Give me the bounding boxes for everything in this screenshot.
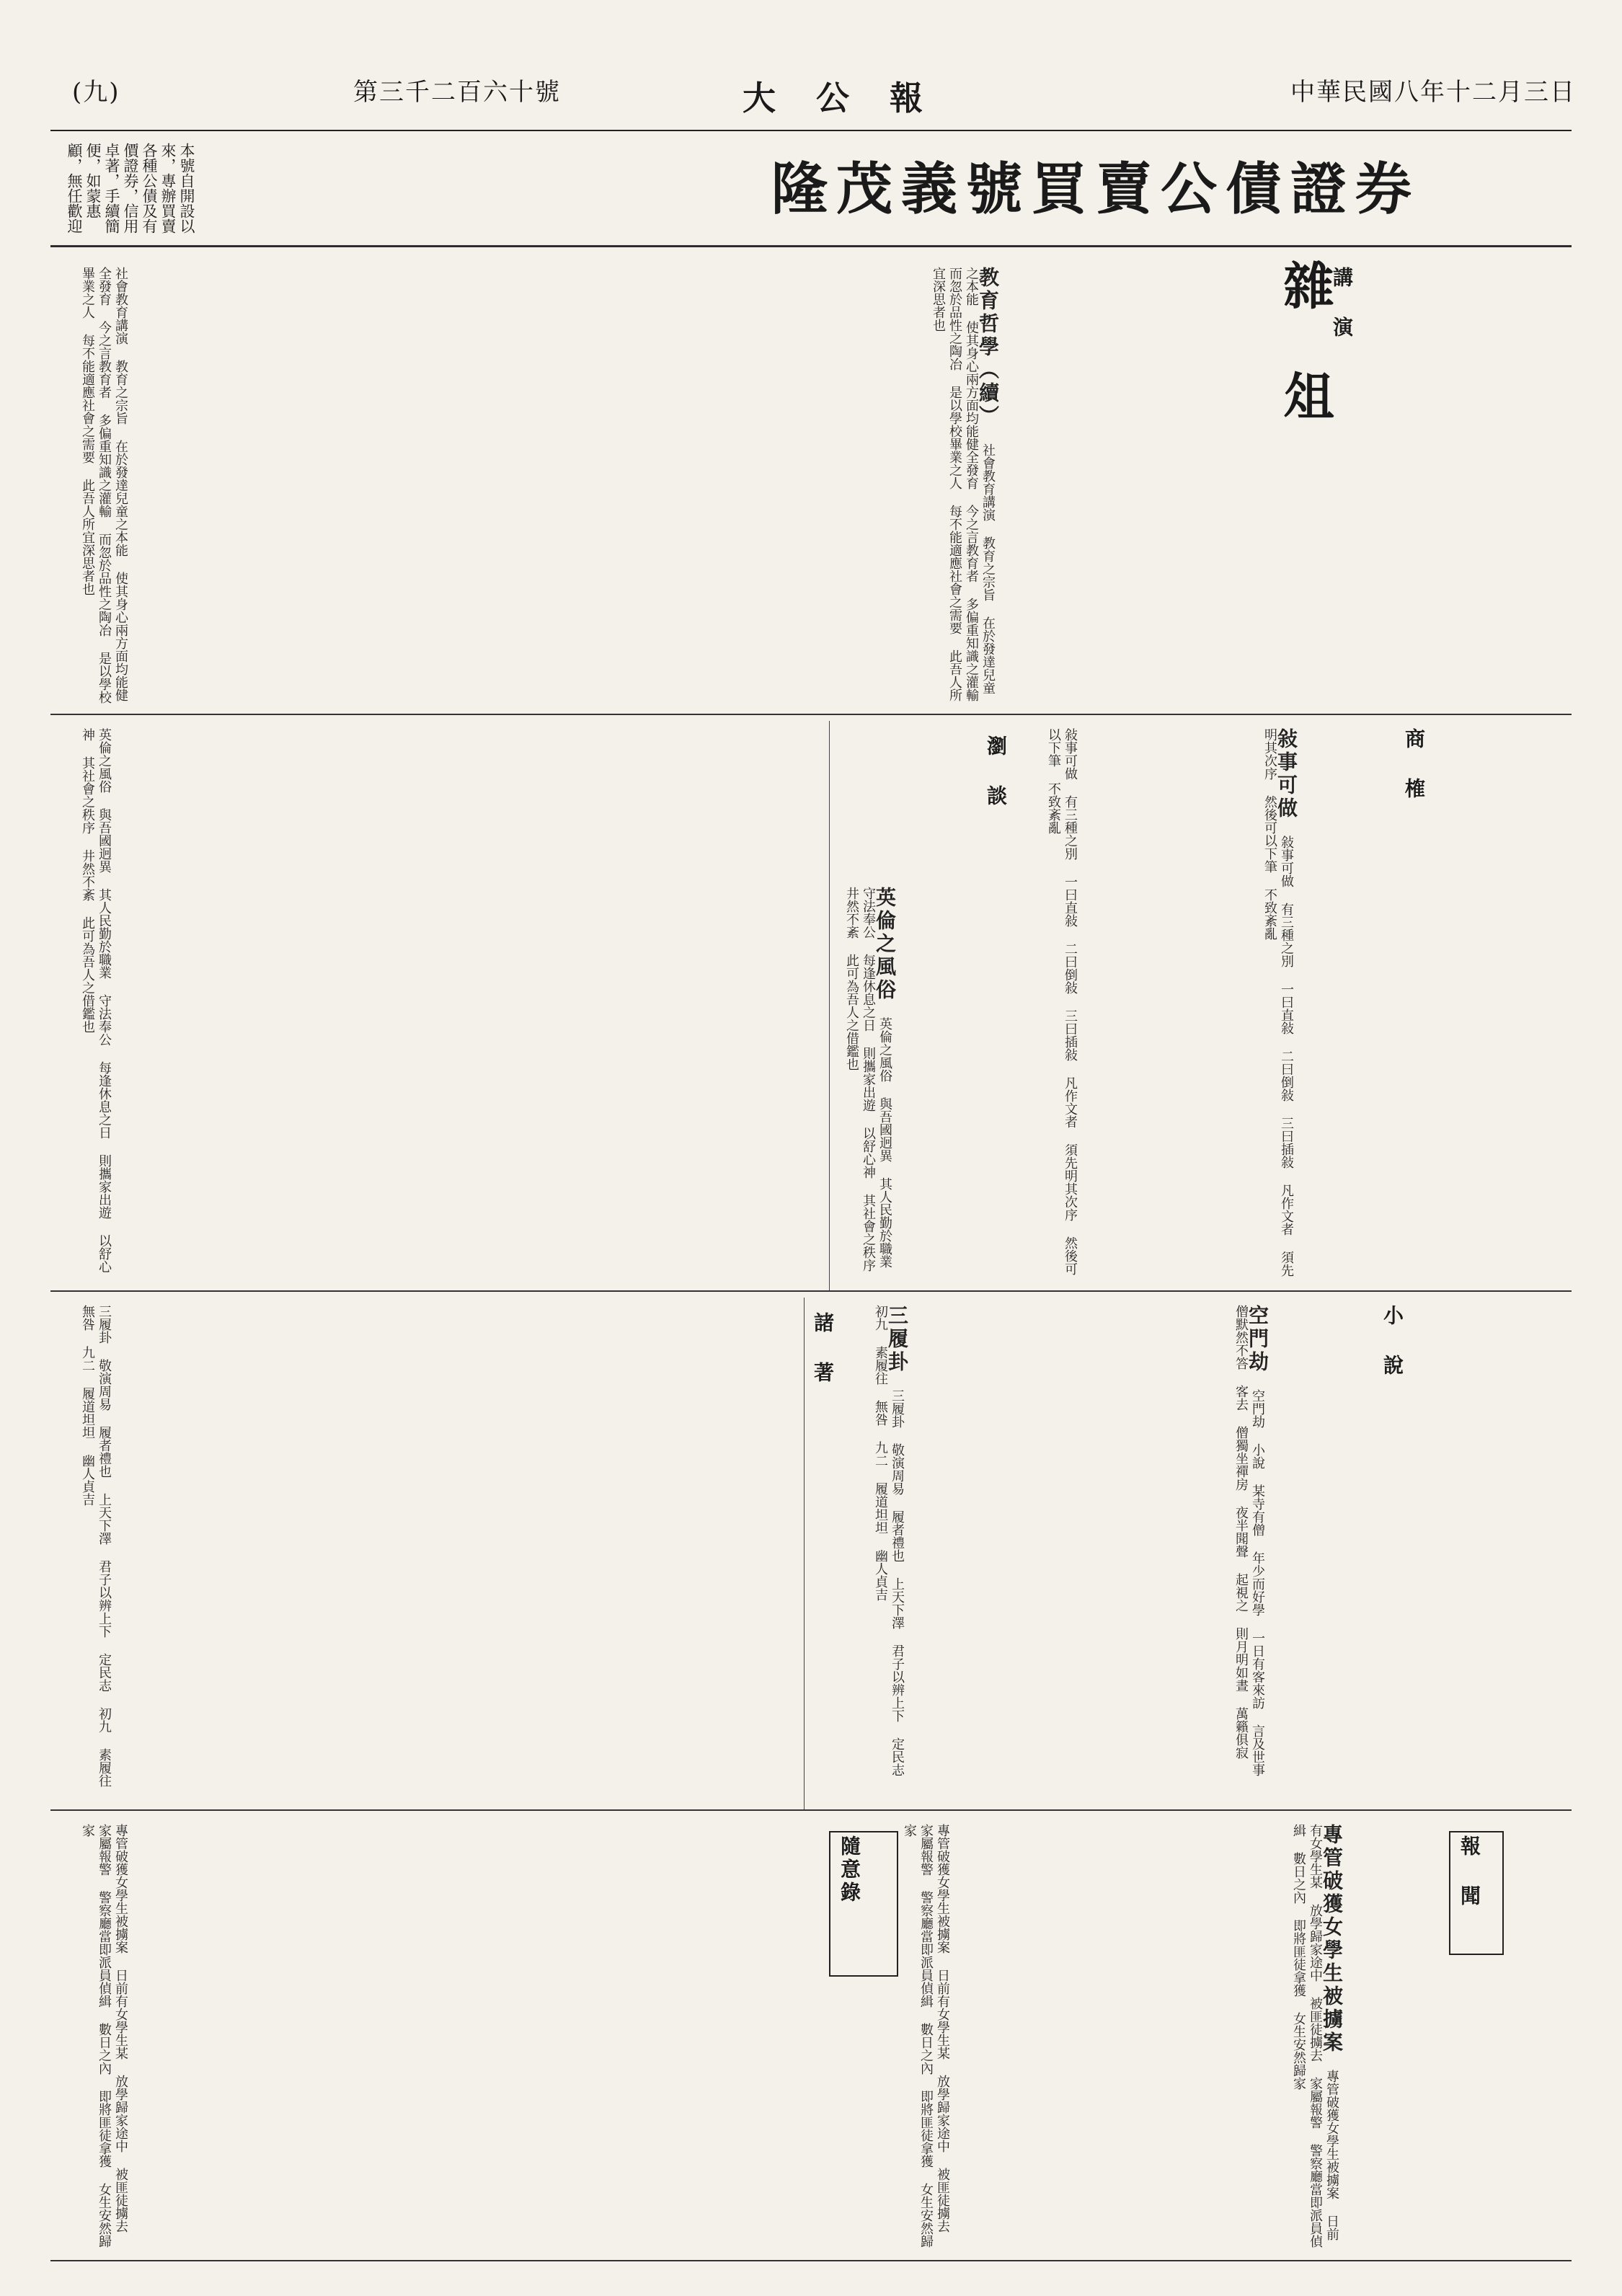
article-nv-xue-cont xyxy=(901,1824,1276,2249)
section-sui-yi-lu: 隨意錄 xyxy=(829,1831,898,1977)
newspaper-name: 大 公 報 xyxy=(743,79,938,118)
section-liu-tan: 瀏 談 xyxy=(984,735,1008,808)
article-train-news xyxy=(79,728,815,1283)
article-body: 專管破獲女學生被擄案 日前有女學生某 放學歸家途中 被匪徒擄去 家屬報警 警察廳當即派員偵緝 數日之內 即將匪徒拿獲 女生安然歸家 xyxy=(1291,1824,1339,2248)
section-bao-wen: 報 聞 xyxy=(1449,1831,1504,1955)
article-body: 敍事可做 有三種之別 一曰直敍 二曰倒敍 三曰插敍 凡作文者 須先明其次序 然後可以下筆 不致紊亂 xyxy=(1046,728,1078,1275)
article-body: 專管破獲女學生被擄案 日前有女學生某 放學歸家途中 被匪徒擄去 家屬報警 警察廳當即派員偵緝 數日之內 即將匪徒拿獲 女生安然歸家 xyxy=(902,1824,950,2248)
article-xu-shi xyxy=(1262,728,1391,1283)
article-travel-news xyxy=(79,1305,793,1802)
page-number: (九) xyxy=(72,78,120,107)
advertisement-title: 隆茂義號買賣公債證券 xyxy=(771,156,1421,222)
section-shang-que: 商 榷 xyxy=(1402,728,1426,801)
article-body: 社會教育講演 教育之宗旨 在於發達兒童之本能 使其身心兩方面均能健全發育 今之言教育者 多偏重知識之灌輸 而忽於品性之陶冶 是以學校畢業之人 每不能適應社會之需要 此吾人所宜深思者也 xyxy=(80,267,128,704)
article-edu-phil xyxy=(930,267,1319,706)
advertisement-banner xyxy=(50,137,1572,247)
article-kong-men xyxy=(1233,1305,1377,1802)
article-ying-lun xyxy=(843,887,980,1283)
divider xyxy=(50,1290,1572,1292)
divider xyxy=(50,1809,1572,1811)
article-nv-xue xyxy=(1290,1824,1435,2249)
article-headline: 專管破獲女學生被擄案 xyxy=(1320,1824,1344,2055)
advertisement-body xyxy=(65,143,728,244)
article-xu-shi-cont xyxy=(1045,728,1247,1283)
article-headline: 敍事可做 xyxy=(1275,728,1298,820)
section-za-zu: 雜 俎 xyxy=(1275,260,1335,420)
article-body: 敍事可做 有三種之別 一曰直敍 二曰倒敍 三曰插敍 凡作文者 須先明其次序 然後可以下筆 不致紊亂 xyxy=(1262,728,1294,1277)
article-edu-phil-cont xyxy=(79,267,916,706)
article-body: 英倫之風俗 與吾國迥異 其人民勤於職業 守法奉公 每逢休息之日 則攜家出遊 以舒心神 其社會之秩序 井然不紊 此可為吾人之借鑑也 xyxy=(844,887,892,1272)
newspaper-page xyxy=(50,29,1576,2271)
article-body: 專管破獲女學生被擄案 日前有女學生某 放學歸家途中 被匪徒擄去 家屬報警 警察廳當即派員偵緝 數日之內 即將匪徒拿獲 女生安然歸家 xyxy=(80,1824,128,2248)
divider xyxy=(50,245,1572,247)
column-divider xyxy=(804,1298,805,1809)
advertisement-text: 本號自開設以來，專辦買賣各種公債及有價證券，信用卓著，手續簡便，如蒙惠顧，無任歡迎 xyxy=(66,143,195,234)
section-jiang-yan: 講 演 xyxy=(1330,267,1354,340)
column-divider xyxy=(829,721,830,1290)
issue-date: 中華民國八年十二月三日 xyxy=(1290,78,1576,107)
article-body: 三履卦 敬演周易 履者禮也 上天下澤 君子以辨上下 定民志 初九 素履往 無咎 九二 履道坦坦 幽人貞吉 xyxy=(80,1305,112,1787)
article-headline: 教育哲學（續） xyxy=(976,267,1000,428)
section-zhu-shu: 諸 著 xyxy=(811,1312,835,1385)
article-headline: 空門劫 xyxy=(1246,1305,1269,1374)
divider xyxy=(50,2260,1572,2261)
section-xiao-shuo: 小 說 xyxy=(1381,1305,1404,1378)
article-body: 社會教育講演 教育之宗旨 在於發達兒童之本能 使其身心兩方面均能健全發育 今之言教育者 多偏重知識之灌輸 而忽於品性之陶冶 是以學校畢業之人 每不能適應社會之需要 此吾人所宜深思者也 xyxy=(931,267,996,701)
divider xyxy=(50,714,1572,715)
article-body: 三履卦 敬演周易 履者禮也 上天下澤 君子以辨上下 定民志 初九 素履往 無咎 九二 履道坦坦 幽人貞吉 xyxy=(873,1305,905,1776)
masthead xyxy=(50,72,1576,131)
article-sui-yi xyxy=(79,1824,815,2249)
article-headline: 英倫之風俗 xyxy=(873,887,897,1002)
issue-number: 第三千二百六十號 xyxy=(353,78,561,107)
article-san-lv xyxy=(872,1305,1218,1802)
article-body: 英倫之風俗 與吾國迥異 其人民勤於職業 守法奉公 每逢休息之日 則攜家出遊 以舒心神 其社會之秩序 井然不紊 此可為吾人之借鑑也 xyxy=(80,728,112,1273)
article-headline: 三履卦 xyxy=(885,1305,909,1374)
article-body: 空門劫 小說 某寺有僧 年少而好學 一日有客來訪 言及世事 僧默然不答 客去 僧獨坐禪房 夜半聞聲 起視之 則月明如晝 萬籟俱寂 xyxy=(1233,1305,1265,1776)
